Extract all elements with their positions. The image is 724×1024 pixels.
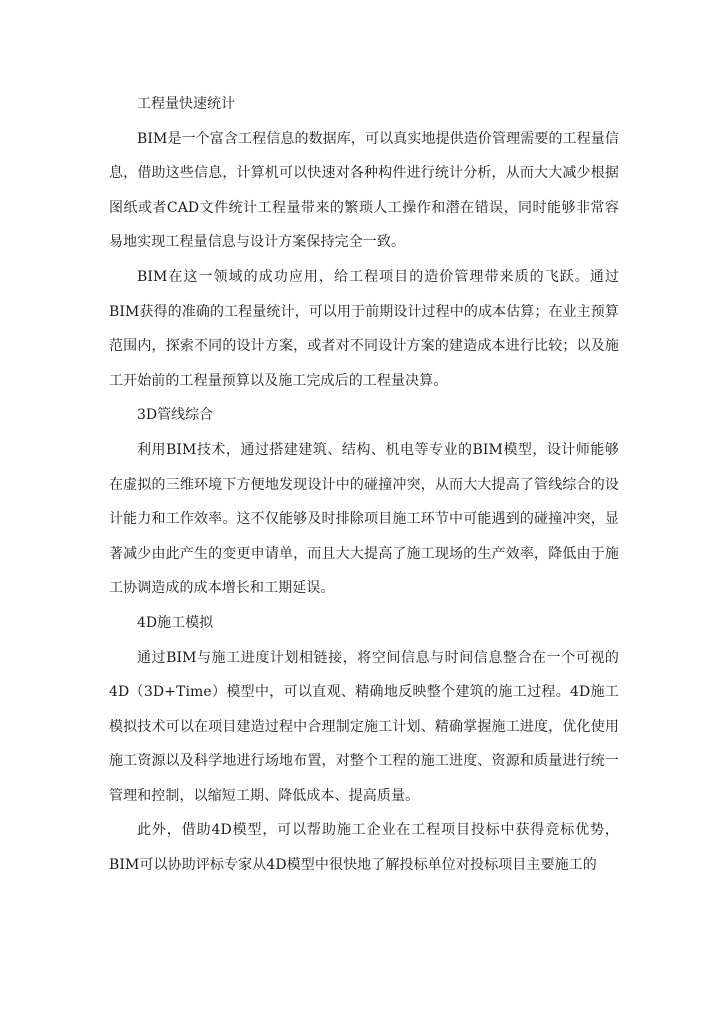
section-heading-quantity: 工程量快速统计 — [137, 96, 235, 112]
document-body — [109, 87, 619, 883]
paragraph: 通过BIM与施工进度计划相链接，将空间信息与时间信息整合在一个可视的4D（3D+Time）模型中，可以直观、精确地反映整个建筑的施工过程。4D施工模拟技术可以在项目建造过程中合理制定施工计划、精确掌握施工进度，优化使用施工资源以及科学地进行场地布置，对整个工程的施工进度、资源和质量进行统一管理和控制，以缩短工期、降低成本、提高质量。 — [109, 649, 619, 804]
paragraph: 利用BIM技术，通过搭建建筑、结构、机电等专业的BIM模型，设计师能够在虚拟的三维环境下方便地发现设计中的碰撞冲突，从而大大提高了管线综合的设计能力和工作效率。这不仅能够及时排除项目施工环节中可能遇到的碰撞冲突，显著减少由此产生的变更申请单，而且大大提高了施工现场的生产效率，降低由于施工协调造成的成本增长和工期延误。 — [109, 441, 619, 597]
section-heading-4d-simulation: 4D施工模拟 — [137, 614, 214, 631]
paragraph: 此外，借助4D模型，可以帮助施工企业在工程项目投标中获得竞标优势，BIM可以协助评标专家从4D模型中很快地了解投标单位对投标项目主要施工的 — [109, 822, 619, 874]
paragraph: BIM在这一领域的成功应用，给工程项目的造价管理带来质的飞跃。通过BIM获得的准确的工程量统计，可以用于前期设计过程中的成本估算；在业主预算范围内，探索不同的设计方案，或者对不同设计方案的建造成本进行比较；以及施工开始前的工程量预算以及施工完成后的工程量决算。 — [109, 268, 619, 389]
paragraph: BIM是一个富含工程信息的数据库，可以真实地提供造价管理需要的工程量信息，借助这些信息，计算机可以快速对各种构件进行统计分析，从而大大减少根据图纸或者CAD文件统计工程量带来的繁琐人工操作和潜在错误，同时能够非常容易地实现工程量信息与设计方案保持完全一致。 — [109, 130, 619, 251]
section-heading-3d-pipeline: 3D管线综合 — [137, 407, 214, 424]
